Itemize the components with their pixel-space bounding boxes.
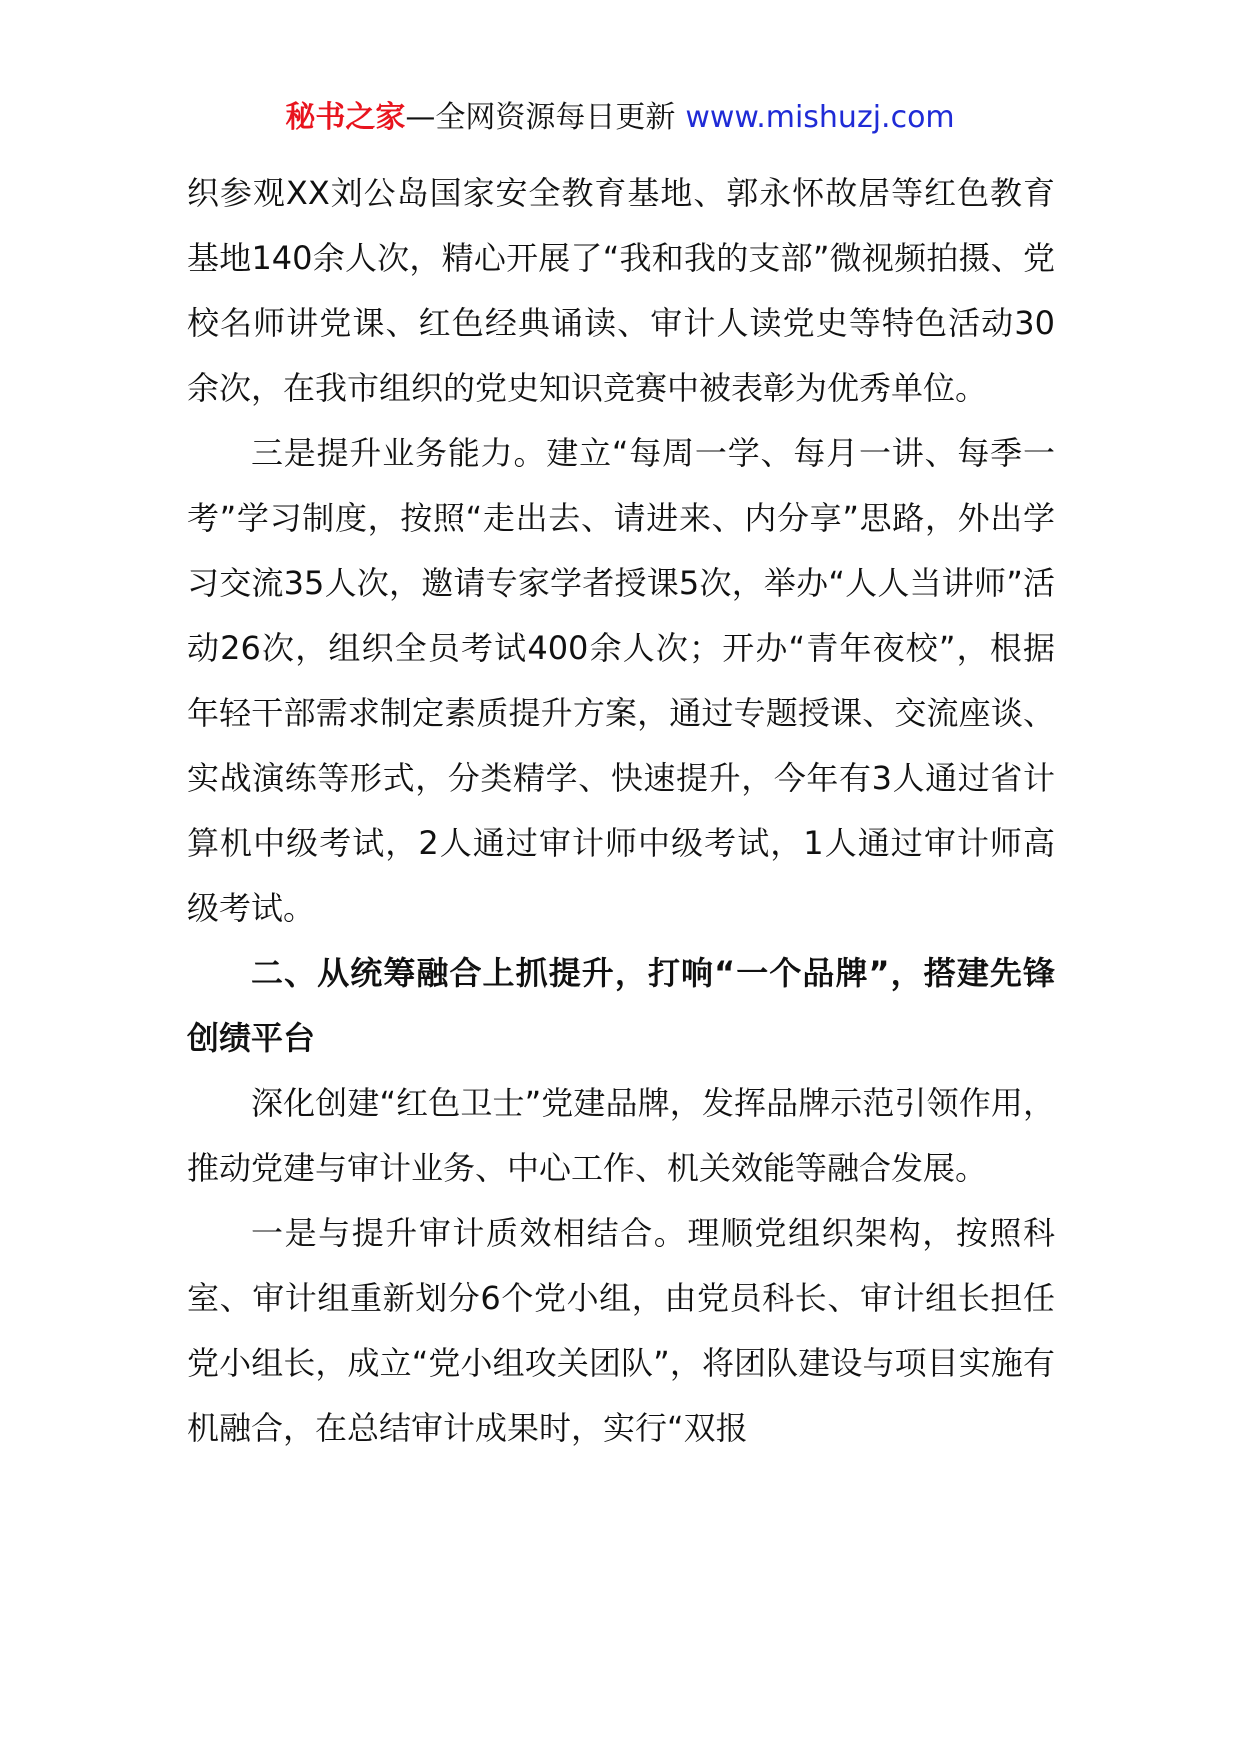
paragraph-brand-intro: 深化创建“红色卫士”党建品牌，发挥品牌示范引领作用，推动党建与审计业务、中心工作、机关效能等融合发展。 bbox=[187, 1084, 1055, 1187]
paragraph-business-ability: 三是提升业务能力。建立“每周一学、每月一讲、每季一考”学习制度，按照“走出去、请进来、内分享”思路，外出学习交流35人次，邀请专家学者授课5次，举办“人人当讲师”活动26次，组织全员考试400余人次；开办“青年夜校”，根据年轻干部需求制定素质提升方案，通过专题授课、交流座谈、实战演练等形式，分类精学、快速提升，今年有3人通过省计算机中级考试，2人通过审计师中级考试，1人通过审计师高级考试。 bbox=[187, 434, 1055, 927]
document-body bbox=[187, 161, 1055, 1461]
paragraph-continued: 织参观XX刘公岛国家安全教育基地、郭永怀故居等红色教育基地140余人次，精心开展了“我和我的支部”微视频拍摄、党校名师讲党课、红色经典诵读、审计人读党史等特色活动30余次，在我市组织的党史知识竞赛中被表彰为优秀单位。 bbox=[187, 174, 1055, 407]
site-url-link[interactable]: www.mishuzj.com bbox=[685, 100, 955, 135]
site-brand: 秘书之家 bbox=[285, 100, 406, 135]
site-header bbox=[0, 98, 1240, 138]
paragraph-audit-quality: 一是与提升审计质效相结合。理顺党组织架构，按照科室、审计组重新划分6个党小组，由党员科长、审计组长担任党小组长，成立“党小组攻关团队”，将团队建设与项目实施有机融合，在总结审计成果时，实行“双报 bbox=[187, 1214, 1055, 1447]
site-tagline: —全网资源每日更新 bbox=[405, 100, 676, 135]
section-heading: 二、从统筹融合上抓提升，打响“一个品牌”，搭建先锋创绩平台 bbox=[187, 954, 1055, 1057]
